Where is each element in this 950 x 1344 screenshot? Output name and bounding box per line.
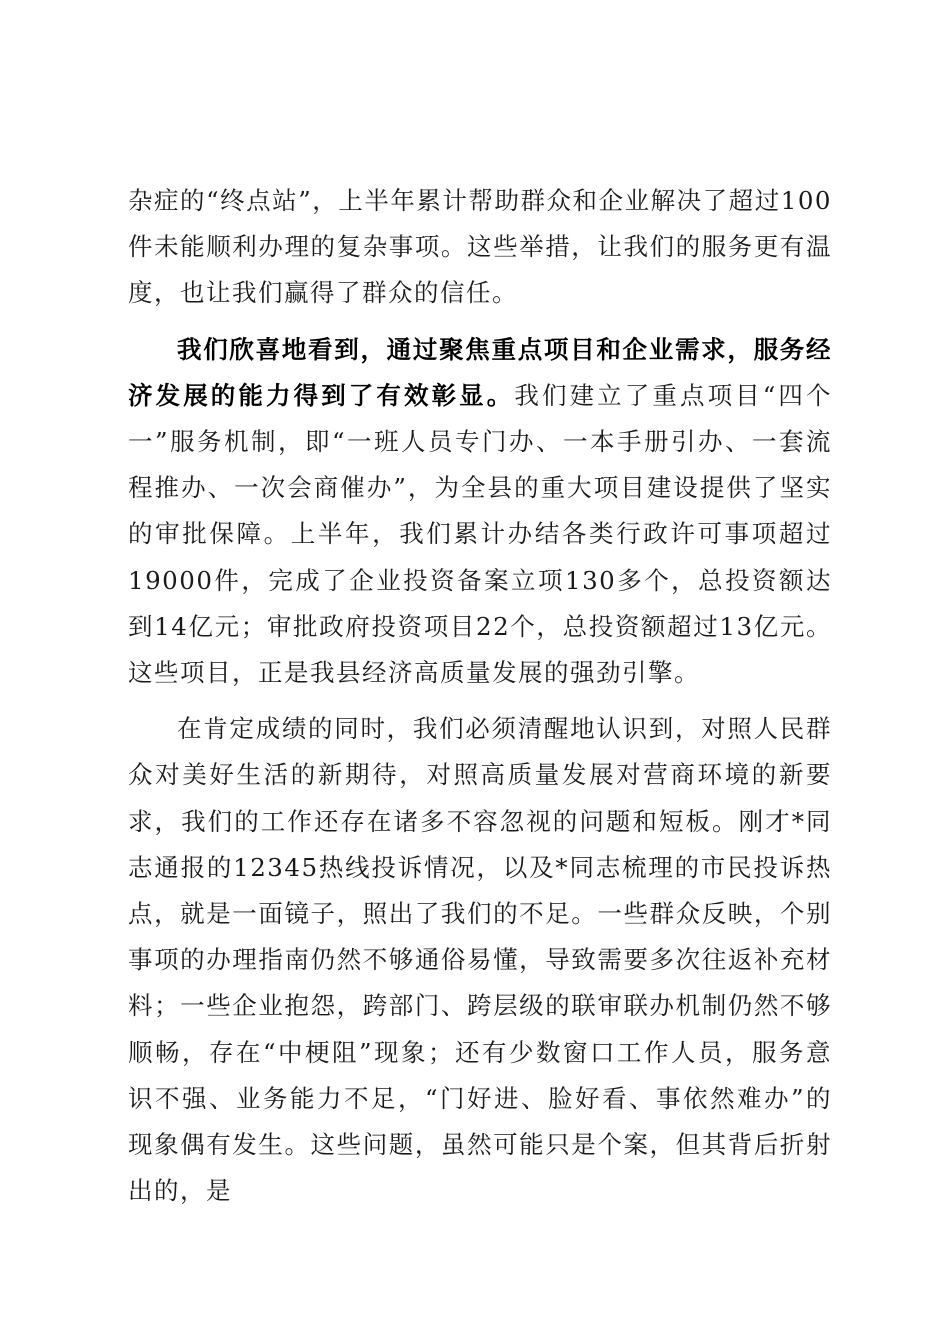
paragraph-3-text: 在肯定成绩的同时，我们必须清醒地认识到，对照人民群众对美好生活的新期待，对照高质量发展对营商环境的新要求，我们的工作还存在诸多不容忽视的问题和短板。刚才*同志通报的12345热线投诉情况，以及*同志梳理的市民投诉热点，就是一面镜子，照出了我们的不足。一些群众反映，个别事项的办理指南仍然不够通俗易懂，导致需要多次往返补充材料；一些企业抱怨，跨部门、跨层级的联审联办机制仍然不够顺畅，存在“中梗阻”现象；还有少数窗口工作人员，服务意识不强、业务能力不足，“门好进、脸好看、事依然难办”的现象偶有发生。这些问题，虽然可能只是个案，但其背后折射出的，是	[128, 714, 832, 1206]
document-body	[128, 178, 832, 1214]
paragraph-2-bold-lead: 我们欣喜地看到，通过聚焦重点项目和企业需求，服务经济发展的能力得到了有效彰显。	[128, 334, 832, 410]
paragraph-2-text: 我们建立了重点项目“四个一”服务机制，即“一班人员专门办、一本手册引办、一套流程推办、一次会商催办”，为全县的重大项目建设提供了坚实的审批保障。上半年，我们累计办结各类行政许可事项超过19000件，完成了企业投资备案立项130多个，总投资额达到14亿元；审批政府投资项目22个，总投资额超过13亿元。这些项目，正是我县经济高质量发展的强劲引擎。	[128, 380, 833, 688]
paragraph-2	[128, 327, 832, 697]
paragraph-3	[128, 706, 832, 1214]
paragraph-1-text: 杂症的“终点站”，上半年累计帮助群众和企业解决了超过100件未能顺利办理的复杂事项。这些举措，让我们的服务更有温度，也让我们赢得了群众的信任。	[128, 186, 832, 308]
paragraph-1	[128, 178, 832, 317]
